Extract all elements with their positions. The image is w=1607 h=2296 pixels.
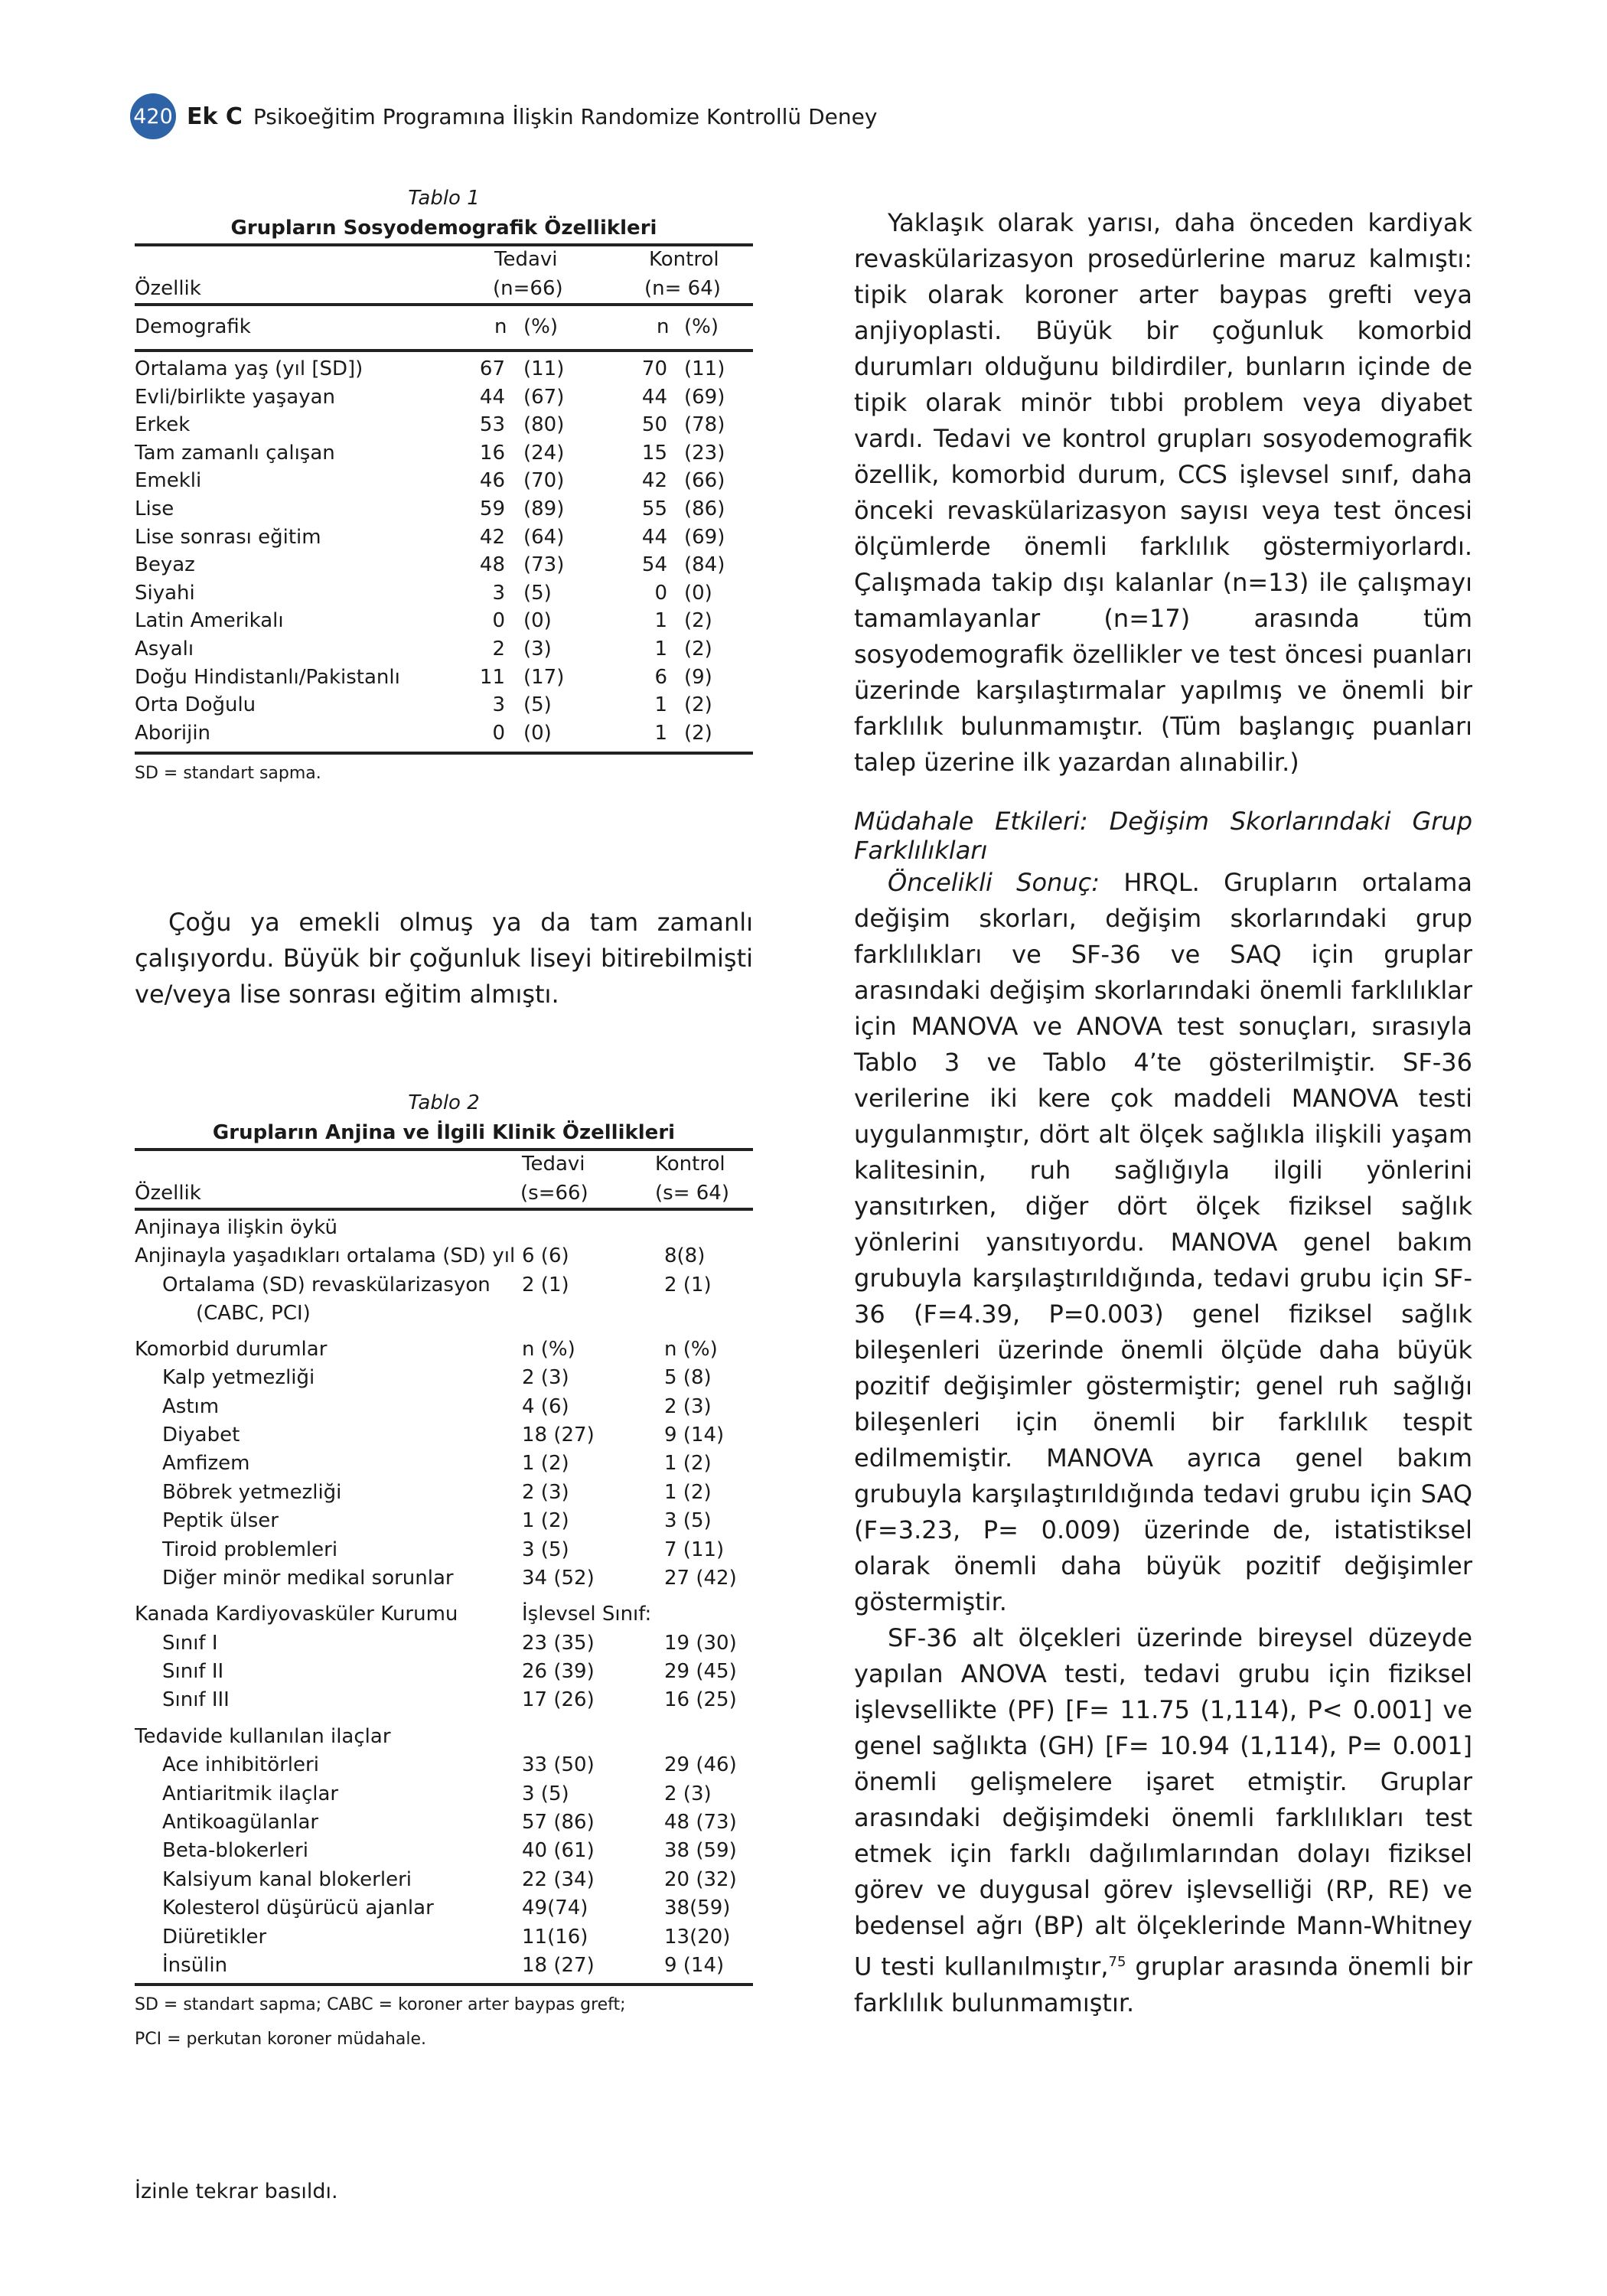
treatment-value: 17 (26) xyxy=(522,1688,595,1712)
treatment-n: 3 xyxy=(492,693,505,717)
treatment-n: 16 xyxy=(479,441,505,465)
treatment-value: 23 (35) xyxy=(522,1631,595,1655)
control-n: 1 xyxy=(654,721,667,745)
reference-superscript: 75 xyxy=(1108,1954,1126,1970)
row-label: Anjinayla yaşadıkları ortalama (SD) yıl xyxy=(135,1244,516,1268)
control-value: 2 (1) xyxy=(664,1273,712,1296)
right-column xyxy=(854,205,1472,2021)
treatment-value: 33 (50) xyxy=(522,1753,595,1777)
treatment-n: 0 xyxy=(492,721,505,745)
row-label: Ortalama yaş (yıl [SD]) xyxy=(135,357,363,380)
table-row xyxy=(135,1536,753,1564)
treatment-n: 46 xyxy=(479,469,505,493)
table-row xyxy=(135,1658,753,1686)
control-pct: (11) xyxy=(684,357,725,380)
control-value: 1 (2) xyxy=(664,1480,712,1504)
table-bottom-rule xyxy=(135,752,753,755)
row-label: Kolesterol düşürücü ajanlar xyxy=(162,1896,434,1920)
row-label: Anjinaya ilişkin öykü xyxy=(135,1216,337,1239)
paragraph-lead-abbrev: HRQL. xyxy=(1123,868,1200,897)
control-value: 9 (14) xyxy=(664,1423,725,1446)
section-heading: Müdahale Etkileri: Değişim Skorlarındaki Grup Farklılıkları xyxy=(854,807,1472,865)
treatment-value: n (%) xyxy=(522,1337,575,1361)
treatment-n: 11 xyxy=(479,665,505,689)
control-value: 20 (32) xyxy=(664,1867,737,1891)
control-value: 8(8) xyxy=(664,1244,706,1268)
treatment-n: 53 xyxy=(479,413,505,437)
body-paragraph xyxy=(135,905,753,1013)
treatment-pct: (73) xyxy=(523,553,565,577)
control-pct: (2) xyxy=(684,693,712,717)
control-n: 15 xyxy=(641,441,667,465)
row-label: Tam zamanlı çalışan xyxy=(135,441,335,465)
control-pct: (2) xyxy=(684,637,712,660)
table-row xyxy=(135,1780,753,1808)
control-n: 0 xyxy=(654,581,667,605)
column-header-control-n: (n= 64) xyxy=(644,277,721,300)
table-row xyxy=(135,579,753,608)
row-label: Beyaz xyxy=(135,553,195,577)
row-label: Antiaritmik ilaçlar xyxy=(162,1782,339,1805)
treatment-pct: (80) xyxy=(523,413,565,437)
row-label: Peptik ülser xyxy=(162,1509,279,1533)
table-row xyxy=(135,1808,753,1837)
row-label: Diyabet xyxy=(162,1423,240,1446)
treatment-value: 6 (6) xyxy=(522,1244,569,1268)
control-pct: (86) xyxy=(684,497,725,520)
treatment-pct: (0) xyxy=(523,721,552,745)
paragraph-text: Grupların ortalama değişim skorları, değişim skorlarındaki grup farklılıkları ve SF-36 ve SAQ için gruplar arasındaki değişim skorlarındaki önemli farklılıklar için MANOVA ve ANOVA test sonuçları, sırasıyla Tablo 3 ve Tablo 4’te gösterilmiştir. SF-36 verilerine iki kere çok maddeli MANOVA testi uygulanmıştır, dört alt ölçek sağlıkla ilişkili yaşam kalitesinin, ruh sağlığıyla ilgili yönlerini yansıtırken, diğer dört ölçek fiziksel sağlık yönlerini yansıtıyordu. MANOVA genel bakım grubuyla karşılaştırıldığında, tedavi grubu için SF-36 (F=4.39, P=0.003) genel fiziksel sağlık bileşenleri üzerinde önemli ölçüde daha büyük pozitif değişimler göstermiştir; genel ruh sağlığı bileşenleri için önemli bir farklılık tespit edilmemiştir. MANOVA ayrıca genel bakım grubuyla karşılaştırıldığında tedavi grubu için SAQ (F=3.23, P= 0.009) üzerinde de, istatistiksel olarak önemli daha büyük pozitif değişimler göstermiştir. xyxy=(854,868,1473,1616)
treatment-value: 2 (3) xyxy=(522,1480,569,1504)
treatment-value: 57 (86) xyxy=(522,1811,595,1835)
control-n: 42 xyxy=(641,469,667,493)
table-row xyxy=(135,1364,753,1392)
treatment-value: 26 (39) xyxy=(522,1660,595,1684)
table-note: SD = standart sapma. xyxy=(135,764,321,784)
row-label: Sınıf I xyxy=(162,1631,218,1655)
table-row xyxy=(135,1214,753,1242)
control-value: 3 (5) xyxy=(664,1509,712,1533)
table-row xyxy=(135,1952,753,1980)
row-label: Siyahi xyxy=(135,581,195,605)
row-label: Antikoagülanlar xyxy=(162,1811,319,1835)
control-pct: (2) xyxy=(684,721,712,745)
row-label: Doğu Hindistanlı/Pakistanlı xyxy=(135,665,400,689)
row-label: Asyalı xyxy=(135,637,194,660)
treatment-value: 18 (27) xyxy=(522,1953,595,1977)
table-row xyxy=(135,1923,753,1952)
treatment-pct: (0) xyxy=(523,609,552,633)
row-label: Komorbid durumlar xyxy=(135,1337,328,1361)
table-row xyxy=(135,1894,753,1923)
treatment-pct: (67) xyxy=(523,385,565,409)
treatment-value: 18 (27) xyxy=(522,1423,595,1446)
row-label: Diüretikler xyxy=(162,1925,267,1949)
section-label: Demografik xyxy=(135,315,251,338)
control-pct: (2) xyxy=(684,609,712,633)
control-n: 6 xyxy=(654,665,667,689)
treatment-value: 49(74) xyxy=(522,1896,588,1920)
table-bottom-rule xyxy=(135,1983,753,1986)
control-value: 2 (3) xyxy=(664,1394,712,1418)
control-value: 38 (59) xyxy=(664,1839,737,1863)
treatment-pct: (70) xyxy=(523,469,565,493)
table-row xyxy=(135,1271,753,1328)
table-caption: Tablo 1 xyxy=(408,187,480,210)
control-value: 2 (3) xyxy=(664,1782,712,1805)
column-header-treatment: Tedavi xyxy=(522,1153,585,1176)
control-pct: (66) xyxy=(684,469,725,493)
control-n: 1 xyxy=(654,637,667,660)
table-row xyxy=(135,1866,753,1894)
table-row xyxy=(135,411,753,439)
table-caption: Tablo 2 xyxy=(408,1091,480,1114)
paragraph-lead: Öncelikli Sonuç: xyxy=(888,868,1100,897)
table-row xyxy=(135,1629,753,1658)
pct-label: (%) xyxy=(523,315,558,338)
table-row xyxy=(135,719,753,748)
control-n: 1 xyxy=(654,693,667,717)
table-row xyxy=(135,467,753,495)
row-label: Tedavide kullanılan ilaçlar xyxy=(135,1724,391,1748)
column-header-feature: Özellik xyxy=(135,277,201,300)
treatment-pct: (3) xyxy=(523,637,552,660)
treatment-value: 40 (61) xyxy=(522,1839,595,1863)
body-paragraph xyxy=(854,1620,1472,2021)
treatment-value: 3 (5) xyxy=(522,1538,569,1561)
row-label: Aborijin xyxy=(135,721,211,745)
treatment-pct: (24) xyxy=(523,441,565,465)
table-header xyxy=(135,1151,753,1208)
table-row xyxy=(135,1421,753,1450)
table-row xyxy=(135,551,753,579)
n-label: n xyxy=(494,315,507,338)
control-value: n (%) xyxy=(664,1337,718,1361)
table-row xyxy=(135,383,753,412)
row-label: Kalp yetmezliği xyxy=(162,1366,315,1390)
table-row xyxy=(135,439,753,468)
row-label: Evli/birlikte yaşayan xyxy=(135,385,335,409)
column-header-treatment-n: (n=66) xyxy=(493,277,563,300)
table-row xyxy=(135,1507,753,1535)
row-label-continued: (CABC, PCI) xyxy=(196,1301,311,1325)
row-label: Astım xyxy=(162,1394,220,1418)
running-header xyxy=(130,93,877,139)
running-title: Psikoeğitim Programına İlişkin Randomize Kontrollü Deney xyxy=(253,103,878,129)
treatment-value: 11(16) xyxy=(522,1925,588,1949)
treatment-pct: (5) xyxy=(523,693,552,717)
control-value: 16 (25) xyxy=(664,1688,737,1712)
page-number-badge: 420 xyxy=(130,93,176,139)
table-row xyxy=(135,1450,753,1478)
row-label: Amfizem xyxy=(162,1452,250,1476)
table-row xyxy=(135,495,753,523)
table-row xyxy=(135,355,753,383)
table-subheader xyxy=(135,306,753,349)
treatment-value: 2 (3) xyxy=(522,1366,569,1390)
row-label: Diğer minör medikal sorunlar xyxy=(162,1566,454,1590)
treatment-pct: (5) xyxy=(523,581,552,605)
table-row xyxy=(135,1723,753,1751)
control-pct: (69) xyxy=(684,385,725,409)
control-value: 29 (46) xyxy=(664,1753,737,1777)
treatment-n: 44 xyxy=(479,385,505,409)
table-header xyxy=(135,246,753,303)
row-label: Sınıf III xyxy=(162,1688,230,1712)
footer-note: İzinle tekrar basıldı. xyxy=(135,2180,338,2203)
table-row xyxy=(135,1751,753,1779)
treatment-value: İşlevsel Sınıf: xyxy=(522,1603,652,1626)
column-header-control-n: (s= 64) xyxy=(655,1182,729,1205)
row-label: Latin Amerikalı xyxy=(135,609,284,633)
paragraph-text: Çoğu ya emekli olmuş ya da tam zamanlı çalışıyordu. Büyük bir çoğunluk liseyi bitirebilmişti ve/veya lise sonrası eğitim almıştı. xyxy=(135,908,753,1009)
control-value: 9 (14) xyxy=(664,1953,725,1977)
control-value: 19 (30) xyxy=(664,1631,737,1655)
control-pct: (23) xyxy=(684,441,725,465)
row-label: Orta Doğulu xyxy=(135,693,256,717)
table-row xyxy=(135,1393,753,1421)
column-header-treatment: Tedavi xyxy=(494,248,558,271)
control-value: 1 (2) xyxy=(664,1452,712,1476)
treatment-pct: (17) xyxy=(523,665,565,689)
control-pct: (0) xyxy=(684,581,712,605)
treatment-value: 1 (2) xyxy=(522,1452,569,1476)
control-value: 13(20) xyxy=(664,1925,731,1949)
treatment-n: 48 xyxy=(479,553,505,577)
table-row xyxy=(135,691,753,719)
table-row xyxy=(135,1837,753,1865)
row-label: Lise sonrası eğitim xyxy=(135,525,321,549)
control-value: 7 (11) xyxy=(664,1538,725,1561)
table-row xyxy=(135,607,753,635)
treatment-value: 1 (2) xyxy=(522,1509,569,1533)
chapter-label: Ek C xyxy=(187,103,243,130)
row-label: Emekli xyxy=(135,469,202,493)
n-label: n xyxy=(657,315,670,338)
treatment-n: 67 xyxy=(479,357,505,380)
pct-label: (%) xyxy=(684,315,719,338)
column-header-treatment-n: (s=66) xyxy=(520,1182,588,1205)
table-row xyxy=(135,523,753,552)
control-value: 48 (73) xyxy=(664,1811,737,1835)
treatment-n: 59 xyxy=(479,497,505,520)
treatment-n: 0 xyxy=(492,609,505,633)
table-row xyxy=(135,664,753,692)
control-n: 50 xyxy=(641,413,667,437)
table-body xyxy=(135,352,753,752)
body-paragraph: Yaklaşık olarak yarısı, daha önceden kardiyak revaskülarizasyon prosedürlerine maruz kalmıştı: tipik olarak koroner arter baypas grefti veya anjiyoplasti. Büyük bir çoğunluk komorbid durumları olduğunu bildirdiler, bunların içinde de tipik olarak minör tıbbi problem veya diyabet vardı. Tedavi ve kontrol grupları sosyodemografik özellik, komorbid durum, CCS işlevsel sınıf, daha önceki revaskülarizasyon sayısı veya test öncesi ölçümlerde önemli farklılık göstermiyorlardı. Çalışmada takip dışı kalanlar (n=13) ile çalışmayı tamamlayanlar (n=17) arasında tüm sosyodemografik özellikler ve test öncesi puanları üzerinde karşılaştırmalar yapılmış ve önemli bir farklılık bulunmamıştır. (Tüm başlangıç puanları talep üzerine ilk yazardan alınabilir.) xyxy=(854,208,1472,777)
table-row xyxy=(135,1479,753,1507)
control-pct: (78) xyxy=(684,413,725,437)
table-row xyxy=(135,1336,753,1364)
column-header-control: Kontrol xyxy=(649,248,719,271)
row-label: Kalsiyum kanal blokerleri xyxy=(162,1867,412,1891)
row-label: Sınıf II xyxy=(162,1660,224,1684)
treatment-value: 2 (1) xyxy=(522,1273,569,1296)
row-label: Kanada Kardiyovasküler Kurumu xyxy=(135,1603,458,1626)
treatment-value: 4 (6) xyxy=(522,1394,569,1418)
treatment-value: 34 (52) xyxy=(522,1566,595,1590)
row-label: Ortalama (SD) revaskülarizasyon xyxy=(162,1273,491,1296)
treatment-pct: (89) xyxy=(523,497,565,520)
table-note: SD = standart sapma; CABC = koroner arter baypas greft; xyxy=(135,1995,626,2015)
table-row xyxy=(135,1600,753,1629)
control-n: 55 xyxy=(641,497,667,520)
control-n: 54 xyxy=(641,553,667,577)
control-value: 5 (8) xyxy=(664,1366,712,1390)
control-pct: (84) xyxy=(684,553,725,577)
control-n: 44 xyxy=(641,525,667,549)
control-value: 29 (45) xyxy=(664,1660,737,1684)
row-label: Böbrek yetmezliği xyxy=(162,1480,342,1504)
treatment-n: 3 xyxy=(492,581,505,605)
table-row xyxy=(135,1686,753,1714)
body-paragraph xyxy=(854,865,1472,1620)
row-label: İnsülin xyxy=(162,1953,228,1977)
row-label: Ace inhibitörleri xyxy=(162,1753,319,1777)
control-n: 1 xyxy=(654,609,667,633)
column-header-feature: Özellik xyxy=(135,1182,201,1205)
table-2 xyxy=(135,1088,753,2049)
paragraph-text: gruplar arasında önemli bir farklılık bulunmamıştır. xyxy=(854,1952,1473,2017)
control-n: 70 xyxy=(641,357,667,380)
table-body xyxy=(135,1211,753,1983)
column-header-control: Kontrol xyxy=(655,1153,725,1176)
treatment-value: 22 (34) xyxy=(522,1867,595,1891)
table-row xyxy=(135,1242,753,1270)
table-1 xyxy=(135,184,753,783)
treatment-value: 3 (5) xyxy=(522,1782,569,1805)
table-row xyxy=(135,1564,753,1593)
row-label: Lise xyxy=(135,497,174,520)
paragraph-text: SF-36 alt ölçekleri üzerinde bireysel düzeyde yapılan ANOVA testi, tedavi grubu için fiziksel işlevsellikte (PF) [F= 11.75 (1,114), P< 0.001] ve genel sağlıkta (GH) [F= 10.94 (1,114), P= 0.001] önemli gelişmelere işaret etmiştir. Gruplar arasındaki değişimdeki önemli farklılıkları test etmek için farklı dağılımlarından dolayı fiziksel görev ve duygusal görev işlevselliği (RP, RE) ve bedensel ağrı (BP) alt ölçeklerinde Mann-Whitney U testi kullanılmıştır, xyxy=(854,1623,1472,1981)
control-pct: (9) xyxy=(684,665,712,689)
row-label: Tiroid problemleri xyxy=(162,1538,338,1561)
row-label: Beta-blokerleri xyxy=(162,1839,308,1863)
table-row xyxy=(135,635,753,664)
treatment-n: 2 xyxy=(492,637,505,660)
table-title: Grupların Anjina ve İlgili Klinik Özellikleri xyxy=(212,1121,676,1144)
table-note: PCI = perkutan koroner müdahale. xyxy=(135,2030,426,2050)
treatment-pct: (64) xyxy=(523,525,565,549)
control-value: 38(59) xyxy=(664,1896,731,1920)
control-n: 44 xyxy=(641,385,667,409)
table-title: Grupların Sosyodemografik Özellikleri xyxy=(230,217,657,240)
control-value: 27 (42) xyxy=(664,1566,737,1590)
control-pct: (69) xyxy=(684,525,725,549)
row-label: Erkek xyxy=(135,413,191,437)
treatment-n: 42 xyxy=(479,525,505,549)
treatment-pct: (11) xyxy=(523,357,565,380)
